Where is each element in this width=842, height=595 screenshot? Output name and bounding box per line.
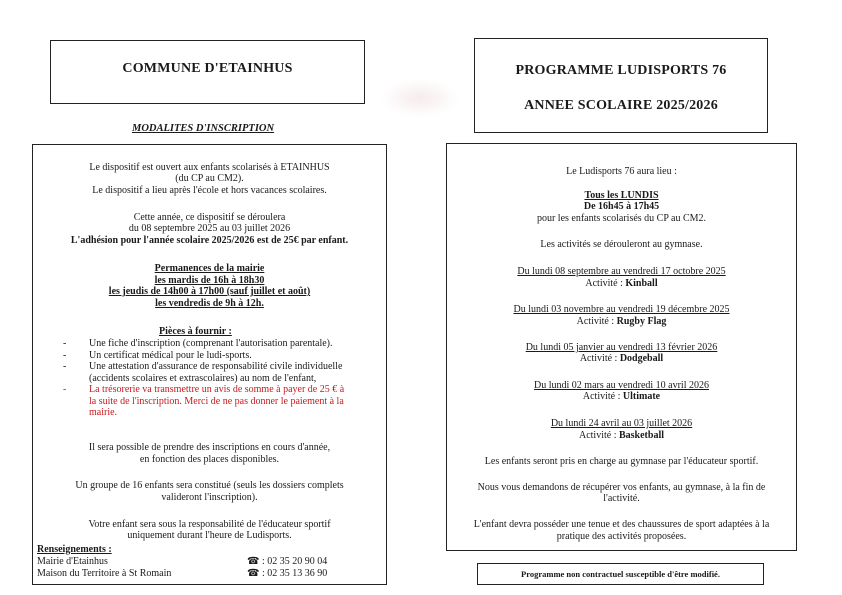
possible-line-2: en fonction des places disponibles. <box>139 454 280 465</box>
permanence-thursday: les jeudis de 14h00 à 17h00 (sauf juillet et août) <box>108 286 311 297</box>
footer-disclaimer: Programme non contractuel susceptible d'être modifié. <box>521 569 720 579</box>
group-line-1: Un groupe de 16 enfants sera constitué (seuls les dossiers complets <box>75 480 344 491</box>
period-activity: Activité : Dodgeball <box>579 353 664 364</box>
school-year-title: ANNEE SCOLAIRE 2025/2026 <box>524 98 718 113</box>
programme-time: De 16h45 à 17h45 <box>583 201 660 212</box>
documents-list <box>63 338 376 419</box>
note-pickup-2: l'activité. <box>603 493 640 504</box>
period-dates: Du lundi 02 mars au vendredi 10 avril 2026 <box>534 380 709 391</box>
programme-where: Les activités se dérouleront au gymnase. <box>540 239 703 250</box>
document-item: - Une fiche d'inscription (comprenant l'autorisation parentale). <box>63 338 376 350</box>
programme-intro: Le Ludisports 76 aura lieu : <box>566 166 677 177</box>
permanence-tuesday: les mardis de 16h à 18h30 <box>154 275 265 286</box>
intro-line-2: (du CP au CM2). <box>175 173 244 184</box>
contact-name-mairie: Mairie d'Etainhus <box>37 556 108 567</box>
phone-icon: ☎ <box>247 568 260 579</box>
permanence-friday: les vendredis de 9h à 12h. <box>155 298 264 309</box>
note-pickup-1: Nous vous demandons de récupérer vos enfants, au gymnase, à la fin de <box>477 482 766 493</box>
note-supervision: Les enfants seront pris en charge au gymnase par l'éducateur sportif. <box>484 456 759 467</box>
note-outfit-1: L'enfant devra posséder une tenue et des chaussures de sport adaptées à la <box>473 519 770 530</box>
period-dates: Du lundi 24 avril au 03 juillet 2026 <box>550 418 693 429</box>
period-activity: Activité : Rugby Flag <box>576 316 667 327</box>
treasury-notice: - La trésorerie va transmettre un avis de somme à payer de 25 € à la suite de l'inscription. Merci de ne pas donner le paiement à la mairie. <box>63 384 376 419</box>
period-activity: Activité : Kinball <box>585 278 658 289</box>
programme-day: Tous les LUNDIS <box>584 190 659 201</box>
programme-for: pour les enfants scolarisés du CP au CM2. <box>536 213 707 224</box>
programme-title: PROGRAMME LUDISPORTS 76 <box>515 63 727 78</box>
period-line-1: Cette année, ce dispositif se déroulera <box>133 212 286 223</box>
responsibility-line-2: uniquement durant l'heure de Ludisports. <box>127 530 292 541</box>
paper-stain <box>380 78 460 118</box>
period-line-2: du 08 septembre 2025 au 03 juillet 2026 <box>128 223 291 234</box>
period-activity: Activité : Basketball <box>578 430 664 441</box>
contact-name-maison: Maison du Territoire à St Romain <box>37 568 172 579</box>
period-dates: Du lundi 03 novembre au vendredi 19 décembre 2025 <box>513 304 730 315</box>
inscription-box <box>32 144 387 585</box>
responsibility-line-1: Votre enfant sera sous la responsabilité de l'éducateur sportif <box>88 519 331 530</box>
modalites-title: MODALITES D'INSCRIPTION <box>132 123 275 134</box>
period-dates: Du lundi 08 septembre au vendredi 17 octobre 2025 <box>517 266 726 277</box>
intro-line-3: Le dispositif a lieu après l'école et hors vacances scolaires. <box>92 185 327 196</box>
document-item: - Une attestation d'assurance de responsabilité civile individuelle (accidents scolaires et extrascolaires) au nom de l'enfant, <box>63 361 376 384</box>
renseignements-title: Renseignements : <box>37 544 112 555</box>
phone-icon: ☎ <box>247 556 260 567</box>
contact-phone-maison: ☎ : 02 35 13 36 90 <box>247 568 328 579</box>
fee-line: L'adhésion pour l'année scolaire 2025/2026 est de 25€ par enfant. <box>70 235 349 246</box>
note-outfit-2: pratique des activités proposées. <box>556 531 687 542</box>
intro-line-1: Le dispositif est ouvert aux enfants scolarisés à ETAINHUS <box>89 162 330 173</box>
document-item: - Un certificat médical pour le ludi-sports. <box>63 350 376 362</box>
programme-box <box>446 143 797 551</box>
contact-phone-mairie: ☎ : 02 35 20 90 04 <box>247 556 328 567</box>
period-dates: Du lundi 05 janvier au vendredi 13 février 2026 <box>525 342 718 353</box>
documents-title: Pièces à fournir : <box>159 326 232 337</box>
possible-line-1: Il sera possible de prendre des inscriptions en cours d'année, <box>88 442 331 453</box>
period-activity: Activité : Ultimate <box>582 391 661 402</box>
commune-header-box <box>50 40 365 104</box>
permanences-title: Permanences de la mairie <box>154 263 265 274</box>
group-line-2: valideront l'inscription). <box>161 492 258 503</box>
programme-header-box <box>474 38 768 133</box>
commune-title: COMMUNE D'ETAINHUS <box>122 61 293 76</box>
footer-box <box>477 563 764 585</box>
